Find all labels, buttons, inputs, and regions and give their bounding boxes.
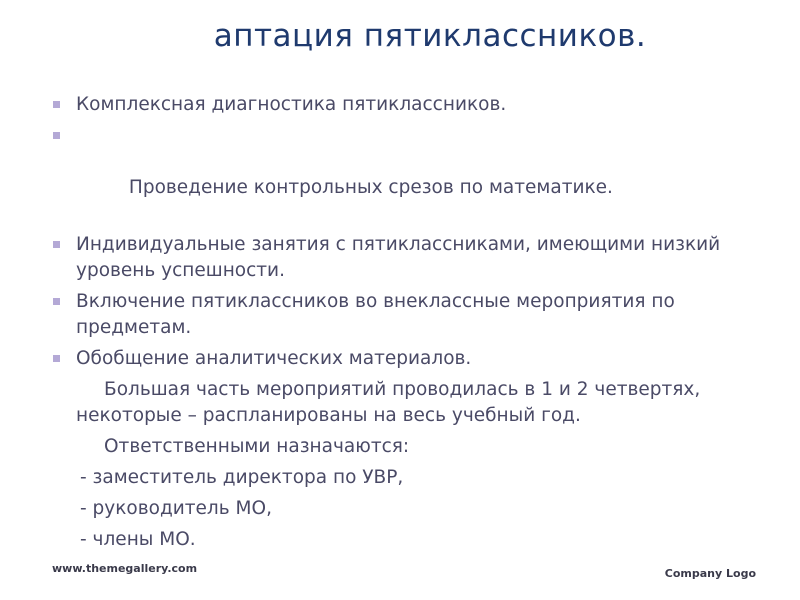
bullet-item [52, 92, 764, 118]
bullet-item [52, 123, 764, 227]
bullet-text: Комплексная диагностика пятиклассников. [76, 94, 507, 115]
footer-website: www.themegallery.com [52, 562, 198, 575]
bullet-text: Проведение контрольных срезов по математике. [123, 177, 613, 198]
dash-item: - члены МО. [80, 529, 196, 550]
bullet-text: Включение пятиклассников во внеклассные мероприятия по предметам. [76, 291, 675, 338]
square-bullet-icon [53, 241, 60, 248]
paragraph-responsible: Ответственными назначаются: [104, 436, 410, 457]
bullet-item [52, 346, 764, 372]
slide-content [52, 92, 764, 558]
bullet-item [52, 289, 764, 341]
dash-item: - заместитель директора по УВР, [80, 467, 404, 488]
bullet-list [52, 92, 764, 372]
bullet-text: Обобщение аналитических материалов. [76, 348, 472, 369]
square-bullet-icon [53, 101, 60, 108]
paragraph-activities: Большая часть мероприятий проводилась в 1 и 2 четвертях, некоторые – распланированы на весь учебный год. [76, 379, 701, 426]
bullet-text: Индивидуальные занятия с пятиклассниками, имеющими низкий уровень успешности. [76, 234, 721, 281]
square-bullet-icon [53, 298, 60, 305]
dash-item: - руководитель МО, [80, 498, 272, 519]
square-bullet-icon [53, 132, 60, 139]
square-bullet-icon [53, 355, 60, 362]
bullet-item [52, 232, 764, 284]
slide-title: аптация пятиклассников. [213, 18, 647, 54]
company-logo: Company Logo [664, 567, 756, 580]
